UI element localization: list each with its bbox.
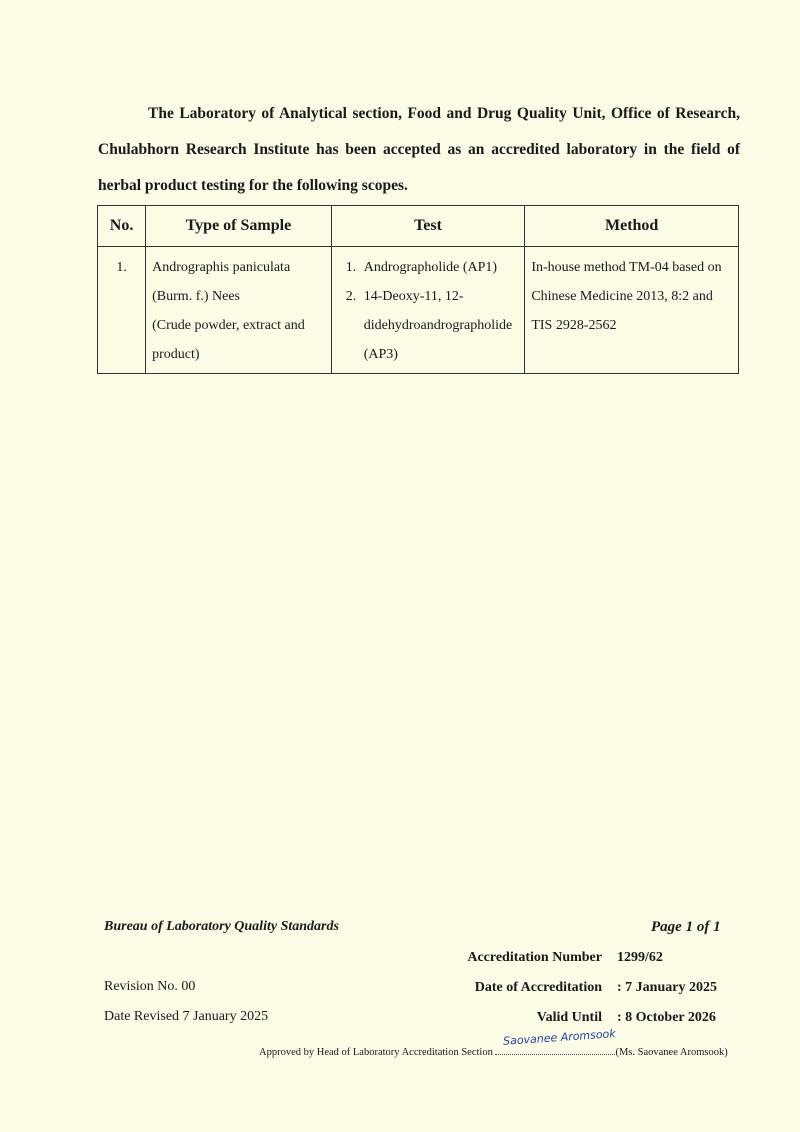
signature-line [495,1046,615,1055]
header-no: No. [98,206,146,247]
accreditation-number-label: Accreditation Number [467,950,602,965]
date-of-accreditation: : 7 January 2025 [617,980,717,995]
accreditation-number: 1299/62 [617,950,663,965]
table-row [98,247,739,374]
sample-line: Andrographis paniculata [152,260,291,275]
sample-line: (Burm. f.) Nees [152,289,241,304]
test-item: 2. 14-Deoxy-11, 12-didehydroandrographolide (AP3) [360,282,519,369]
date-of-accreditation-label: Date of Accreditation [474,980,602,995]
valid-until: : 8 October 2026 [617,1010,716,1025]
header-test: Test [331,206,525,247]
approval-line [259,1046,728,1058]
header-method: Method [525,206,739,247]
row-number: 1. [98,247,146,374]
sample-line: product) [152,347,200,362]
approved-by-label: Approved by Head of Laboratory Accreditation Section [259,1047,493,1058]
header-sample: Type of Sample [146,206,332,247]
test-list [338,253,519,369]
sample-cell [146,247,332,374]
scope-table [97,205,739,374]
test-item: 1. Andrographolide (AP1) [360,253,519,282]
intro-paragraph: The Laboratory of Analytical section, Food and Drug Quality Unit, Office of Research, Chulabhorn Research Institute has been accepted as an accredited laboratory in the field of herbal product testing for the following scopes. [98,104,740,194]
handwritten-signature: Saovanee Aromsook [502,1027,617,1048]
sample-line: (Crude powder, extract and [152,318,305,333]
revision-number: Revision No. 00 [104,979,196,994]
bureau-name: Bureau of Laboratory Quality Standards [104,919,339,934]
valid-until-label: Valid Until [536,1010,602,1025]
date-revised: Date Revised 7 January 2025 [104,1009,269,1024]
signatory-name: (Ms. Saovanee Aromsook) [615,1047,728,1058]
page-number: Page 1 of 1 [651,919,721,935]
test-cell [331,247,525,374]
table-header-row [98,206,739,247]
method-cell: In-house method TM-04 based on Chinese Medicine 2013, 8:2 and TIS 2928-2562 [525,247,739,374]
